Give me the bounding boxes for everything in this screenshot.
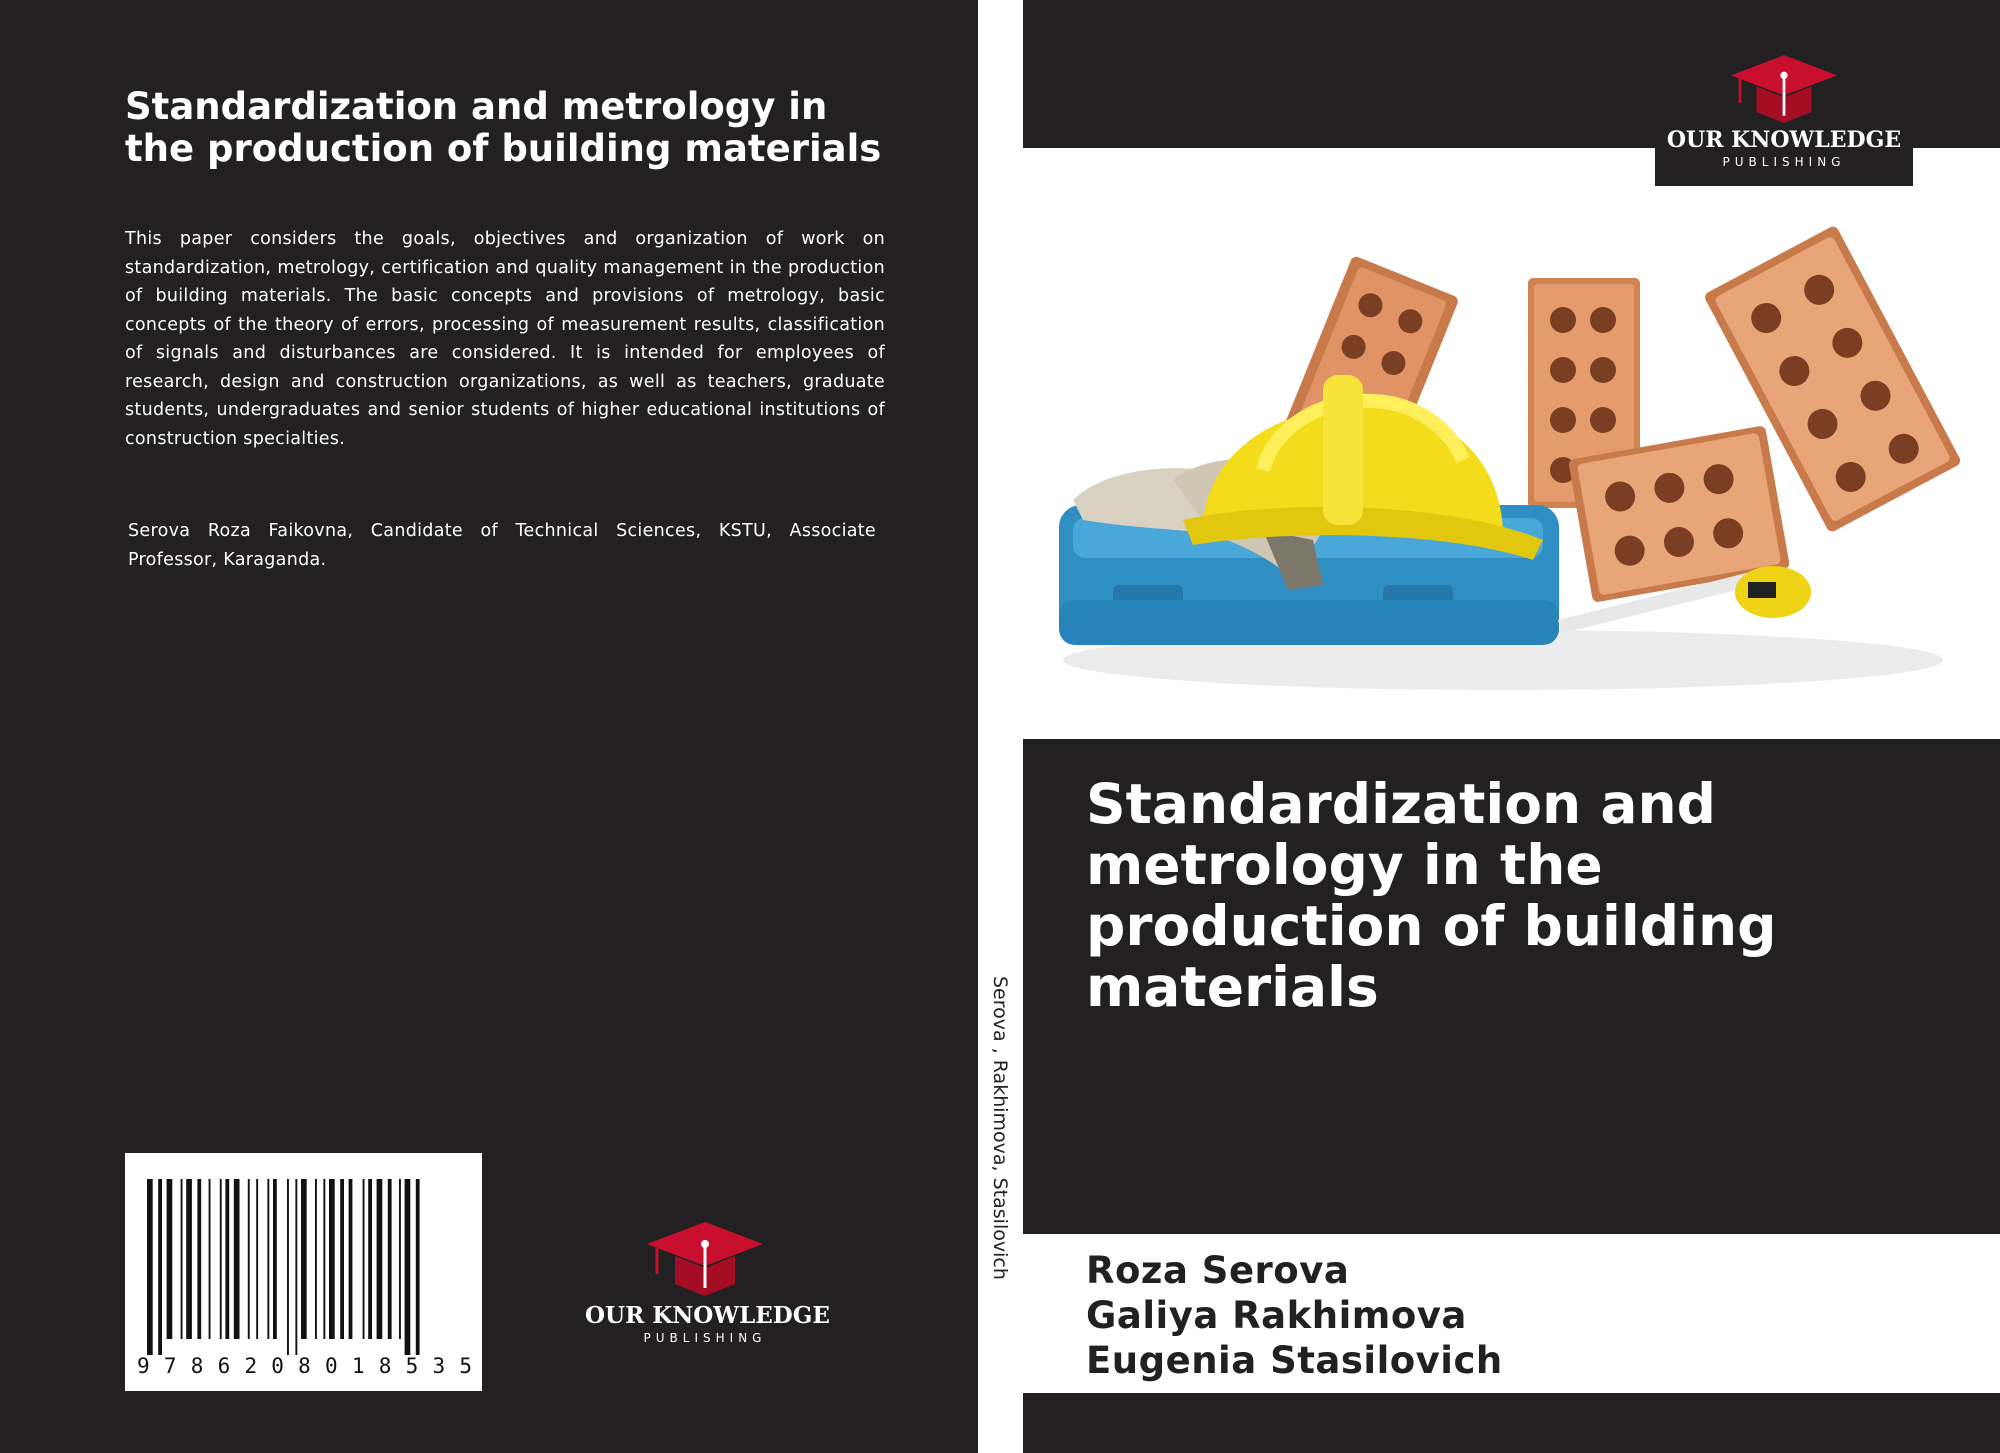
barcode-digit: 0	[325, 1354, 338, 1378]
barcode-digit: 0	[271, 1354, 284, 1378]
barcode-digit: 5	[405, 1354, 419, 1378]
author-name: Eugenia Stasilovich	[1086, 1339, 1503, 1382]
barcode-digit: 9	[137, 1354, 150, 1378]
front-cover-title: Standardization and metrology in the production of building materials	[1086, 772, 1777, 1019]
publisher-sub: PUBLISHING	[643, 1331, 767, 1345]
barcode-digit: 7	[163, 1354, 177, 1378]
barcode-digits	[137, 1354, 472, 1378]
publisher-logo-back	[585, 1222, 830, 1345]
publisher-name: OUR KNOWLEDGE	[1666, 127, 1902, 153]
barcode-digit: 3	[432, 1354, 446, 1378]
publisher-name: OUR KNOWLEDGE	[585, 1302, 830, 1329]
back-cover	[0, 0, 978, 1453]
barcode-digit: 1	[351, 1354, 365, 1378]
author-bio: Serova Roza Faikovna, Candidate of Technical Sciences, KSTU, Associate Professor, Karaganda.	[128, 521, 876, 570]
barcode-digit: 8	[190, 1354, 204, 1378]
barcode-digit: 5	[459, 1354, 472, 1378]
authors-list	[1086, 1248, 1503, 1383]
bricks-helmet-toolbox-illustration	[1023, 200, 2000, 720]
back-cover-title: Standardization and metrology in the production of building materials	[125, 85, 882, 170]
publisher-logo-front	[1655, 55, 1913, 169]
barcode-digit: 2	[244, 1354, 258, 1378]
graduation-cap-logo-icon	[645, 1222, 765, 1298]
front-bottom-band	[1023, 1393, 2000, 1453]
author-name: Roza Serova	[1086, 1249, 1350, 1292]
barcode-digit: 6	[217, 1354, 231, 1378]
barcode-digit: 8	[378, 1354, 392, 1378]
back-cover-description: This paper considers the goals, objectives and organization of work on standardization, metrology, certification and quality management in the production of building materials. The basic concepts and provisions of metrology, basic concepts of the theory of errors, processing of measurement results, classification of signals and disturbances are considered. It is intended for employees of research, design and construction organizations, as well as teachers, graduate students, undergraduates and senior students of higher educational institutions of construction specialties.	[125, 229, 885, 449]
front-title-band	[1023, 739, 2000, 1234]
publisher-sub: PUBLISHING	[1722, 155, 1846, 169]
graduation-cap-logo-icon	[1729, 55, 1839, 125]
barcode-bars-icon	[147, 1179, 460, 1355]
isbn-barcode	[125, 1153, 482, 1391]
spine-authors: Serova , Rakhimova, Stasilovich	[989, 976, 1011, 1280]
author-name: Galiya Rakhimova	[1086, 1294, 1467, 1337]
front-cover	[1023, 0, 2000, 1453]
barcode-digit: 8	[298, 1354, 311, 1378]
